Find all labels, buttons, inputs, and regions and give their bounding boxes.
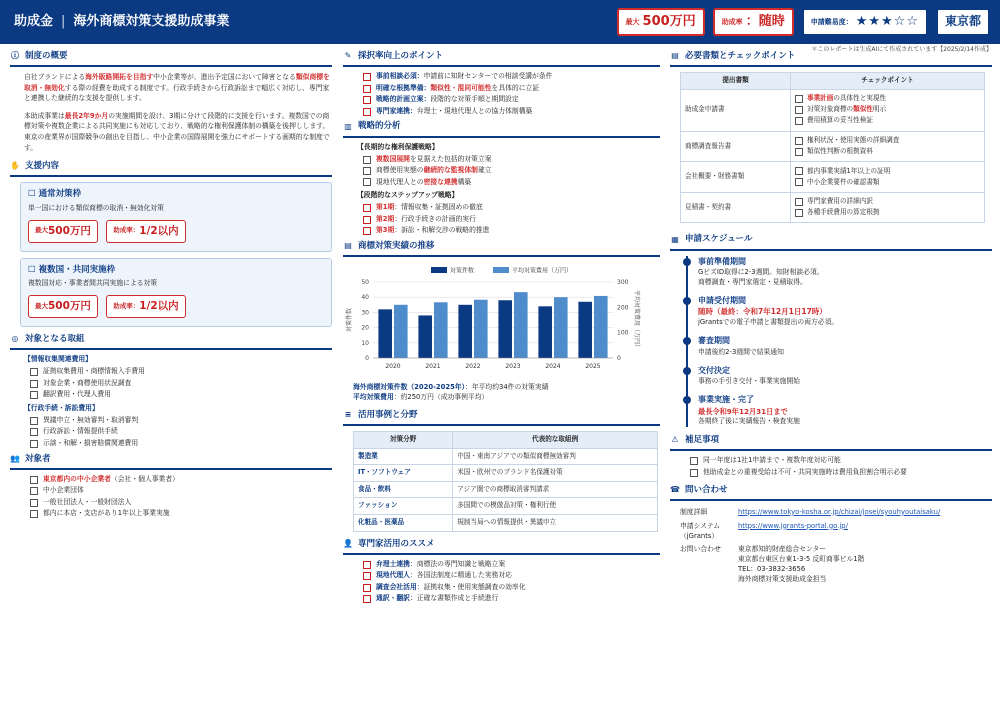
target-list-2 — [30, 416, 332, 449]
contact-table: 制度詳細 https://www.tokyo-kosha.or.jp/chizai/josei/syouhyoutaisaku/ 申請システム（jGrants） https://www.jgrants-portal.go.jp/ お問い合わせ 東京都知的財産総合センター 東京都台東区台東1-3-5 反町商事ビル1階 TEL：03-3832-3656 海外商標対策支援助成金担当 — [680, 507, 941, 583]
list-item: 第3期 ：訴訟・和解交渉の戦略的推進 — [363, 226, 660, 236]
list-item: 同一年度は1社1申請まで・複数年度対応可能 — [690, 456, 992, 466]
section-strategy: ▥ 戦略的分析 — [343, 120, 660, 137]
difficulty-box: 申請難易度： ★★★☆☆ — [802, 8, 928, 36]
y2-axis-label: 平均対策費用（万円） — [633, 290, 640, 351]
bar-2022-cost — [474, 300, 488, 358]
bar-chart-icon: ▤ — [344, 241, 352, 251]
bar-2024-count — [538, 307, 552, 359]
overview-paragraph-2: 本助成事業は最長2年9か月の実施期間を設け、3期に分けて段階的に支援を行います。複数国での商標対策や複数企業による共同実施にも対応しており、戦略的な権利保護体制の構築を後押しします。東京の産業界が国際競争の創出を目指し、中小企業の国際展開を強力にサポートする画期的な制度です。 — [24, 111, 330, 152]
x-tick-label: 2021 — [425, 363, 441, 371]
trend-chart-svg — [343, 262, 643, 380]
star-rating: ★★★☆☆ — [855, 13, 919, 29]
info-icon: ⓘ — [11, 51, 19, 61]
phone-icon: ☎ — [670, 484, 680, 494]
list-item: 事前相談必須： 申請前に知財センターでの相談受講が条件 — [363, 72, 660, 82]
y-tick-label: 10 — [361, 340, 369, 348]
section-contact: ☎ 問い合わせ — [670, 484, 992, 501]
table-row: 食品・飲料 アジア圏での商標取消審判請求 — [354, 481, 658, 498]
bar-2022-count — [458, 305, 472, 358]
section-docs: ▤ 必要書類とチェックポイント — [670, 50, 992, 67]
rate-pill: 助成率： 1/2以内 — [106, 295, 185, 318]
list-item: 行政訴訟・情報提供手続 — [30, 427, 332, 437]
list-item: 専門家連携： 弁理士・現地代理人との協力体制構築 — [363, 107, 660, 117]
target-icon: ◎ — [11, 334, 19, 344]
region-box: 東京都 — [936, 8, 990, 36]
target-group-title: 【情報収集関連費用】 — [24, 355, 92, 364]
bar-2025-cost — [594, 296, 608, 358]
section-notes: ⚠ 補足事項 — [670, 434, 992, 451]
bar-2023-count — [498, 300, 512, 358]
support-box-normal: ☐ 通常対策枠 単一国における類似商標の取消・無効化対策 最大 500万円 助成率： 1/2以内 — [20, 182, 332, 251]
eligible-list — [30, 475, 332, 519]
x-tick-label: 2023 — [505, 363, 521, 371]
experts-list — [363, 560, 660, 604]
legend-swatch-cost — [493, 267, 509, 273]
bar-2020-count — [378, 310, 392, 359]
y-axis-label: 対策件数 — [346, 308, 353, 333]
list-item: 現地代理人との 密接な連携 構築 — [363, 178, 660, 188]
bar-2020-cost — [394, 305, 408, 358]
list-item: 第2期 ：行政手続きの計画的実行 — [363, 215, 660, 225]
section-targets: ◎ 対象となる取組 — [10, 333, 332, 350]
strategy-heading-1: 【長期的な権利保護戦略】 — [357, 142, 439, 151]
x-tick-label: 2024 — [545, 363, 561, 371]
warning-icon: ⚠ — [671, 435, 679, 445]
target-group-title: 【行政手続・訴訟費用】 — [24, 403, 99, 412]
trend-summary: 海外商標対策件数（2020-2025年）：年平均約34件の対策実績 平均対策費用：約250万円（成功事例平均） — [353, 383, 549, 402]
header-badge: 助成金 — [14, 13, 54, 29]
table-row: 製造業 中国・東南アジアでの類似商標無効審判 — [354, 448, 658, 465]
list-item: 弁理士連携 ：商標法の専門知識と戦略立案 — [363, 560, 660, 570]
list-item: 戦略的計画立案： 段階的な対策手順と期間設定 — [363, 95, 660, 105]
ai-notice: ＊このレポートは生成AIにて作成されています【2025/2/14作成】 — [811, 46, 992, 53]
section-support: ✋ 支援内容 — [10, 160, 332, 177]
trend-chart — [343, 262, 660, 380]
max-pill: 最大 500万円 — [28, 220, 98, 243]
rate-pill: 助成率： 1/2以内 — [106, 220, 185, 243]
strategy-list-2 — [363, 203, 660, 236]
x-tick-label: 2025 — [585, 363, 601, 371]
section-cases: ≡ 活用事例と分野 — [343, 409, 660, 426]
cases-table: 対策分野 代表的な取組例 製造業 中国・東南アジアでの類似商標無効審判 IT・ソフトウェア 米国・欧州でのブランド名保護対策 食品・飲料 アジア圏での商標取消審判請求 ファッション 多国間での模倣品対策・権利行使 化粧品・医薬品 規制当局への情報提供・異議申立 — [353, 431, 658, 531]
timeline-item: 申請受付期間 随時（最終：令和7年12月1日17時） jGrantsでの電子申請と書類提出の両方必須。 — [698, 295, 992, 328]
section-eligible: 👥 対象者 — [10, 453, 332, 470]
notes-list — [690, 456, 992, 477]
x-tick-label: 2020 — [385, 363, 401, 371]
list-item: 示談・和解・損害賠償関連費用 — [30, 439, 332, 449]
y2-tick-label: 100 — [617, 329, 629, 337]
list-item: 証拠収集費用・商標情報入手費用 — [30, 367, 332, 377]
section-schedule: ▦ 申請スケジュール — [670, 233, 992, 250]
table-row: IT・ソフトウェア 米国・欧州でのブランド名保護対策 — [354, 465, 658, 482]
timeline-item: 審査期間 申請後約2-3週間で結果通知 — [698, 335, 992, 357]
strategy-list-1 — [363, 155, 660, 188]
handshake-icon: ✋ — [10, 161, 20, 171]
calendar-icon: ▦ — [671, 234, 679, 244]
list-item: 対象企業・商標使用状況調査 — [30, 379, 332, 389]
table-row: 会社概要・財務書類 都内事業実績1年以上の証明 中小企業要件の確認書類 — [681, 162, 985, 193]
list-item: 都内に本店・支店があり1年以上事業実施 — [30, 509, 332, 519]
max-amount-box: 最大 500万円 — [617, 8, 705, 36]
list-item: 商標使用実態の 継続的な監視体制 確立 — [363, 166, 660, 176]
bar-2024-cost — [554, 297, 568, 358]
list-item: 中小企業団体 — [30, 486, 332, 496]
schedule-timeline — [686, 256, 992, 427]
header-bar — [0, 0, 1000, 44]
list-item: 東京都内の中小企業者 （会社・個人事業者） — [30, 475, 332, 485]
table-row: ファッション 多国間での模倣品対策・権利行使 — [354, 498, 658, 515]
list-item: 調査会社活用 ：証拠収集・使用実態調査の効率化 — [363, 583, 660, 593]
users-icon: 👥 — [10, 453, 20, 463]
x-tick-label: 2022 — [465, 363, 481, 371]
bar-2023-cost — [514, 292, 528, 358]
rate-box: 助成率 ：随時 — [713, 8, 794, 36]
y-tick-label: 40 — [361, 294, 369, 302]
list-item: 異議申立・無効審判・取消審判 — [30, 416, 332, 426]
link-jgrants[interactable]: https://www.jgrants-portal.go.jp/ — [738, 521, 848, 530]
list-item: 翻訳費用・代理人費用 — [30, 390, 332, 400]
overview-paragraph-1: 自社ブランドによる海外販路開拓を目指す中小企業等が、進出予定国において障害となる類似商標を取消・無効化する際の経費を助成する制度です。行政手続きから行政訴訟まで幅広く対応し、専門家と連携した継続的な支援を提供します。 — [24, 73, 330, 103]
section-points: ✎ 採択率向上のポイント — [343, 50, 660, 67]
y-tick-label: 20 — [361, 324, 369, 332]
bar-2025-count — [578, 302, 592, 358]
user-icon: 👤 — [343, 538, 353, 548]
timeline-item: 交付決定 事務の手引き交付・事業実施開始 — [698, 365, 992, 387]
list-item: 通訳・翻訳 ：正確な書類作成と手続進行 — [363, 594, 660, 604]
bar-2021-count — [418, 316, 432, 359]
table-row: 化粧品・医薬品 規制当局への情報提供・異議申立 — [354, 514, 658, 531]
target-list-1 — [30, 367, 332, 400]
list-item: 一般社団法人・一般財団法人 — [30, 498, 332, 508]
legend-label-cost: 平均対策費用（万円） — [512, 267, 573, 275]
legend-label-count: 対策件数 — [450, 267, 475, 275]
y-tick-label: 30 — [361, 309, 369, 317]
strategy-heading-2: 【段階的なステップアップ戦略】 — [357, 191, 459, 200]
header-separator: | — [61, 13, 66, 29]
y2-tick-label: 0 — [617, 355, 621, 363]
list-item: 他助成金との重複受給は不可・共同実施時は費用負担割合明示必要 — [690, 468, 992, 478]
section-trend: ▤ 商標対策実績の推移 — [343, 240, 660, 257]
link-program[interactable]: https://www.tokyo-kosha.or.jp/chizai/josei/syouhyoutaisaku/ — [738, 507, 941, 516]
list-item: 第1期 ：情報収集・証拠固めの徹底 — [363, 203, 660, 213]
list-item: 現地代理人 ：各国法制度に精通した実務対応 — [363, 571, 660, 581]
list-item: 明確な根拠準備： 類似性・混同可能性 を具体的に立証 — [363, 84, 660, 94]
support-box-multi: ☐ 複数国・共同実施枠 複数国対応・事業者間共同実施による対策 最大 500万円 助成率： 1/2以内 — [20, 258, 332, 327]
section-experts: 👤 専門家活用のススメ — [343, 538, 660, 555]
max-pill: 最大 500万円 — [28, 295, 98, 318]
document-icon: ▤ — [671, 51, 679, 61]
timeline-item: 事前準備期間 GビズID取得に2-3週間。知財相談必須。 商標調査・専門家選定・見積取得。 — [698, 256, 992, 288]
page-title: 海外商標対策支援助成事業 — [73, 13, 230, 29]
y-tick-label: 0 — [365, 355, 369, 363]
section-overview: ⓘ 制度の概要 — [10, 50, 332, 67]
chart-icon: ▥ — [344, 121, 352, 131]
legend-swatch-count — [431, 267, 447, 273]
timeline-item: 事業実施・完了 最長令和9年12月31日まで 各期終了後に実績報告・検査実施 — [698, 394, 992, 427]
table-row: 商標調査報告書 権利状況・使用実態の詳細調査 類似性判断の根拠資料 — [681, 131, 985, 162]
lightbulb-icon: ✎ — [344, 51, 352, 61]
y2-tick-label: 200 — [617, 304, 629, 312]
docs-table: 提出書類 チェックポイント 助成金申請書 事業計画 の具体性と実現性 対策対象商標の 類似性 明示 費用積算の妥当性検証 商標調査報告書 権利状況・使用実態の詳細調査 類似性判断の根拠資料 会社概要・財務書類 都内事業実績1年以上の証明 中小企業要件の確認書類 見積書・契約書 専門家費用の詳細内訳 各種手続費用の算定根拠 — [680, 72, 985, 223]
list-item: 複数国展開 を見据えた包括的対策立案 — [363, 155, 660, 165]
bar-2021-cost — [434, 302, 448, 358]
y2-tick-label: 300 — [617, 279, 629, 287]
points-list — [363, 72, 660, 116]
table-row: 助成金申請書 事業計画 の具体性と実現性 対策対象商標の 類似性 明示 費用積算の妥当性検証 — [681, 89, 985, 131]
y-tick-label: 50 — [361, 279, 369, 287]
table-row: 見積書・契約書 専門家費用の詳細内訳 各種手続費用の算定根拠 — [681, 192, 985, 223]
list-icon: ≡ — [344, 410, 352, 420]
